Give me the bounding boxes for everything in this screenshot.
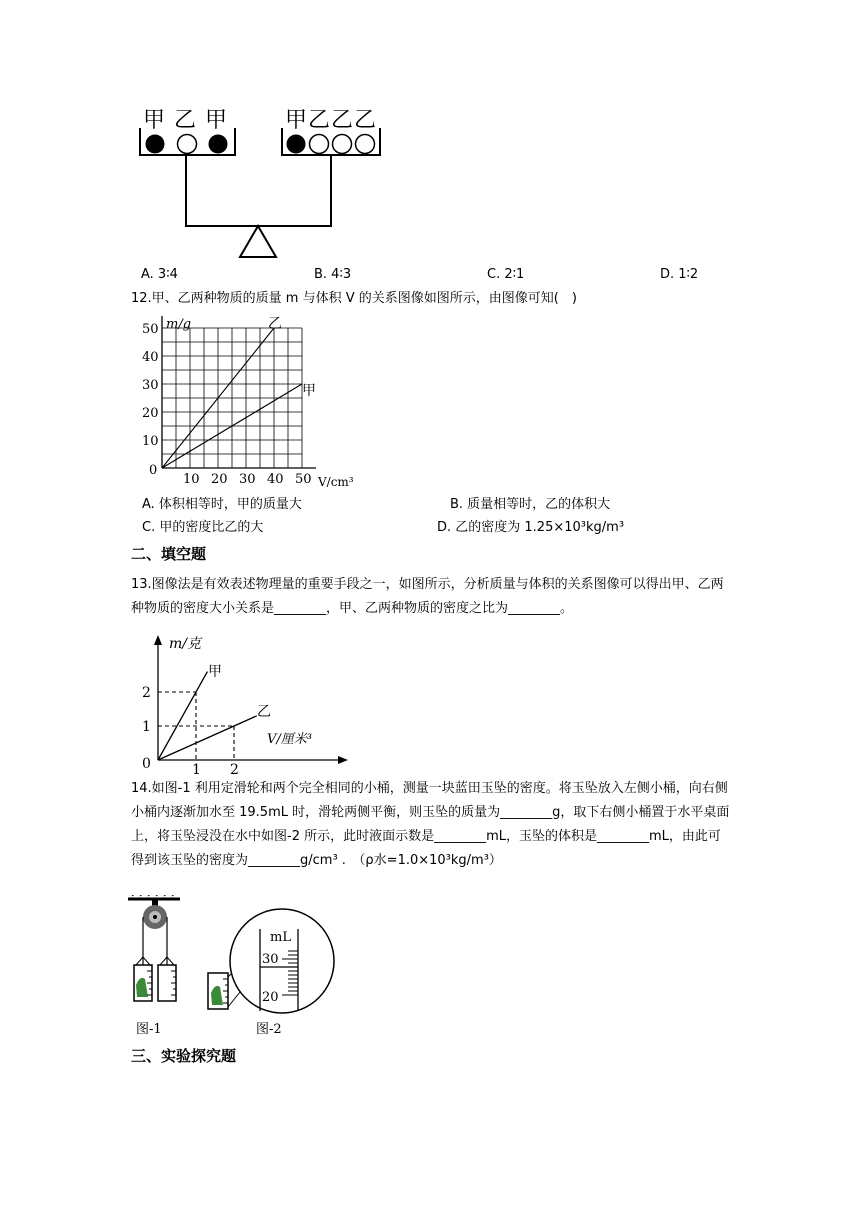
q12-option-d: D. 乙的密度为 1.25×10³kg/m³ [437, 520, 625, 535]
ball-jia [209, 135, 228, 154]
q12-option-b: B. 质量相等时，乙的体积大 [450, 497, 611, 512]
balance-figure [130, 95, 400, 265]
q11-option-c: C. 2∶1 [487, 267, 525, 282]
x-tick-label: 30 [239, 472, 256, 487]
fig2-caption: 图-2 [256, 1022, 282, 1037]
ball-yi [310, 135, 329, 154]
series-line-yi [158, 716, 257, 760]
ball-yi [178, 135, 197, 154]
y-axis-label: m/克 [169, 636, 201, 652]
ball-yi [356, 135, 375, 154]
chart-series [158, 672, 257, 760]
cylinder-tick-30: 30 [262, 952, 279, 967]
balance-beam [186, 155, 331, 226]
chart-axes [162, 316, 316, 468]
section-experiment-title: 三、实验探究题 [131, 1047, 237, 1065]
balance-right-label-2: 乙 [308, 108, 331, 133]
y-tick-label: 20 [142, 406, 159, 421]
x-axis-arrow [338, 756, 348, 764]
q12-question: 12.甲、乙两种物质的质量 m 与体积 V 的关系图像如图所示，由图像可知( ) [131, 291, 577, 306]
balance-right-label-1: 甲 [285, 108, 308, 133]
q11-option-a: A. 3∶4 [141, 267, 178, 282]
origin-label: 0 [149, 463, 158, 478]
x-tick-label: 2 [230, 762, 239, 774]
x-tick-label: 50 [295, 472, 312, 487]
y-tick-label: 2 [142, 685, 151, 701]
chart-grid [162, 328, 302, 468]
x-axis-label: V/厘米³ [267, 732, 312, 747]
fig1-caption: 图-1 [136, 1022, 162, 1037]
y-tick-label: 30 [142, 378, 159, 393]
q11-option-b: B. 4∶3 [314, 267, 352, 282]
origin-label: 0 [142, 756, 151, 772]
q11-option-d: D. 1∶2 [660, 267, 699, 282]
q13-density-chart [136, 632, 356, 774]
series-label-yi: 乙 [268, 316, 282, 332]
series-label-jia: 甲 [208, 664, 222, 680]
guide-lines [158, 692, 234, 760]
x-tick-label: 40 [267, 472, 284, 487]
q13-text: 13.图像法是有效表述物理量的重要手段之一，如图所示，分析质量与体积的关系图像可以得出甲、乙两种物质的密度大小关系是________，甲、乙两种物质的密度之比为________。 [131, 577, 724, 616]
ball-jia [287, 135, 306, 154]
x-tick-label: 10 [183, 472, 200, 487]
cylinder-unit: mL [270, 930, 291, 945]
series-label-yi: 乙 [257, 704, 271, 720]
y-axis-arrow [154, 635, 162, 645]
y-axis-label: m/g [166, 317, 192, 332]
x-tick-label: 1 [192, 762, 201, 774]
balance-fulcrum [240, 226, 276, 257]
ball-jia [146, 135, 165, 154]
magnifier-circle [230, 909, 334, 1013]
q12-option-c: C. 甲的密度比乙的大 [142, 520, 264, 535]
x-tick-label: 20 [211, 472, 228, 487]
balance-left-label-1: 甲 [143, 108, 166, 133]
q12-mass-volume-chart [140, 312, 370, 490]
series-label-jia: 甲 [302, 383, 316, 399]
y-tick-label: 40 [142, 350, 159, 365]
balance-right-label-3: 乙 [331, 108, 354, 133]
balance-left-label-3: 甲 [205, 108, 228, 133]
balance-right-label-4: 乙 [354, 108, 377, 133]
cylinder-tick-20: 20 [262, 990, 279, 1005]
y-tick-label: 50 [142, 322, 159, 337]
q14-text: 14.如图-1 利用定滑轮和两个完全相同的小桶，测量一块蓝田玉坠的密度。将玉坠放入左侧小桶，向右侧小桶内逐渐加水至 19.5mL 时，滑轮两侧平衡，则玉坠的质量为________g，取下右侧小桶置于水平桌面上，将玉坠浸没在水中如图-2 所示，此时液面示数是________mL，玉坠的体积是________mL，由此可得到该玉坠的密度为________g/cm³ . （ρ水=1.0×10³kg/m³） [131, 781, 730, 868]
balance-left-label-2: 乙 [174, 108, 197, 133]
y-tick-label: 10 [142, 434, 159, 449]
pulley-figure [128, 895, 188, 1015]
y-tick-label: 1 [142, 719, 151, 735]
x-axis-label: V/cm³ [318, 475, 354, 489]
series-line-jia [158, 672, 207, 760]
cylinder-figure [200, 903, 340, 1018]
ball-yi [333, 135, 352, 154]
q12-option-a: A. 体积相等时，甲的质量大 [142, 497, 302, 512]
section-fill-in-title: 二、填空题 [131, 545, 207, 563]
